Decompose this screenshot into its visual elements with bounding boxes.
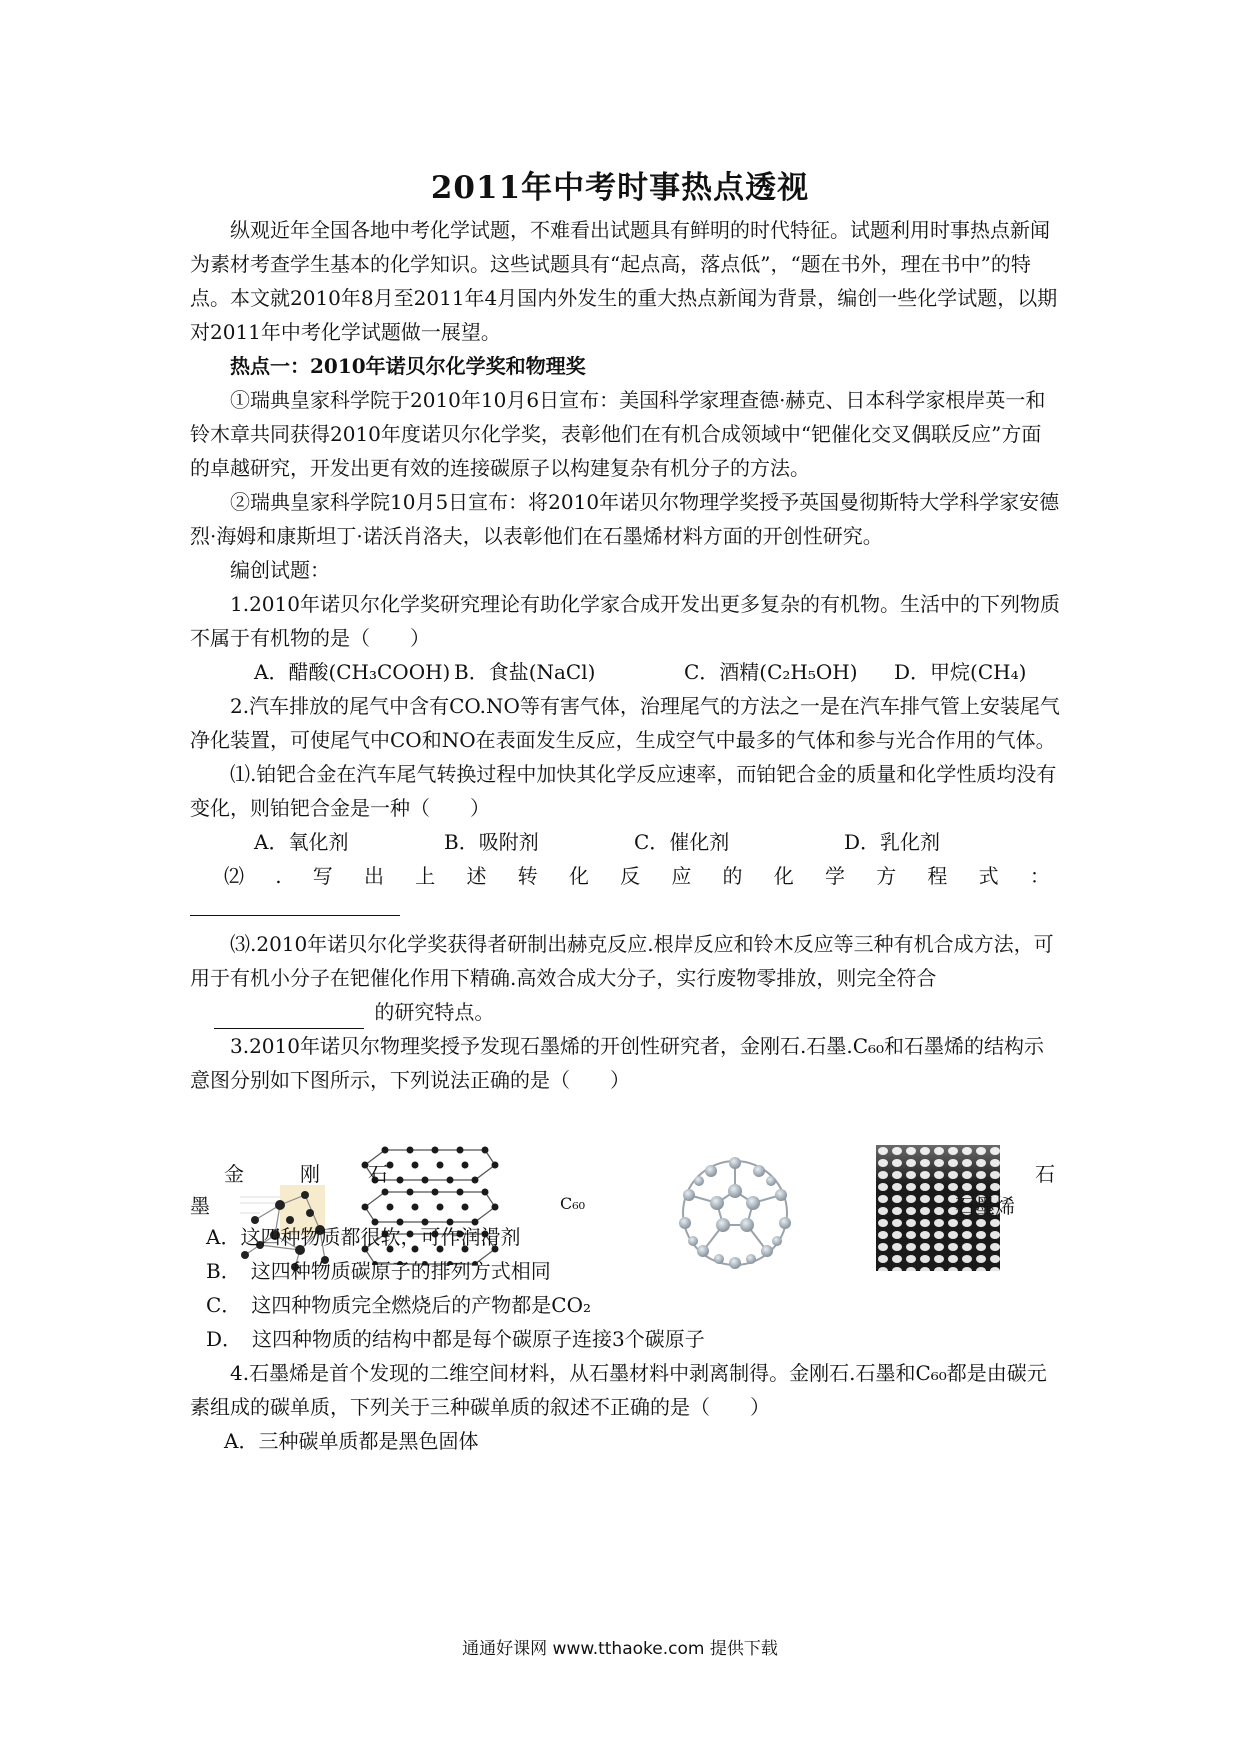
q2-sub2-char: 上 <box>415 864 436 888</box>
q2-sub2-char: ： <box>1029 864 1050 888</box>
q2-sub2-char: 写 <box>312 864 333 888</box>
q2-sub2-char: ⑵ <box>224 864 244 888</box>
q2-sub2-char: 述 <box>466 864 487 888</box>
question-2-sub1: ⑴.铂钯合金在汽车尾气转换过程中加快其化学反应速率，而铂钯合金的质量和化学性质均没有变化，则铂钯合金是一种（ ） <box>190 762 1057 820</box>
q1-option-d: D．甲烷(CH₄) <box>894 660 1027 684</box>
page-footer: 通通好课网 www.tthaoke.com 提供下载 <box>462 1639 778 1659</box>
q4-option-a: A．三种碳单质都是黑色固体 <box>224 1429 479 1453</box>
question-2-sub2-row <box>190 859 1060 893</box>
section-label: 编创试题： <box>230 558 330 582</box>
q2-sub2-char: 程 <box>927 864 948 888</box>
news-paragraph-2: ②瑞典皇家科学院10月5日宣布：将2010年诺贝尔物理学奖授予英国曼彻斯特大学科学家安德烈·海姆和康斯坦丁·诺沃肖洛夫，以表彰他们在石墨烯材料方面的开创性研究。 <box>190 490 1060 548</box>
q2-sub2-char: 转 <box>517 864 538 888</box>
q3-option-a: A．这四种物质都很软，可作润滑剂 <box>206 1225 521 1249</box>
q2-sub2-char: . <box>275 864 282 888</box>
caption-graphene: 石墨烯 <box>955 1194 1015 1218</box>
q2-sub2-char: 出 <box>364 864 385 888</box>
caption-char-3: 石 <box>368 1162 388 1186</box>
q2-sub2-char: 式 <box>978 864 999 888</box>
q2-sub3-text: ⑶.2010年诺贝尔化学奖获得者研制出赫克反应.根岸反应和铃木反应等三种有机合成方法，可用于有机小分子在钯催化作用下精确.高效合成大分子，实行废物零排放，则完全符合 <box>190 932 1054 990</box>
caption-graphite-tail: 墨 <box>190 1194 210 1218</box>
caption-char-1: 金 <box>224 1162 244 1186</box>
q2-sub2-char: 反 <box>620 864 641 888</box>
q3-option-c: C． 这四种物质完全燃烧后的产物都是CO₂ <box>206 1293 592 1317</box>
q2-option-b: B．吸附剂 <box>444 830 539 854</box>
question-2-sub1-options <box>190 825 1060 859</box>
question-3-stem: 3.2010年诺贝尔物理奖授予发现石墨烯的开创性研究者，金刚石.石墨.C₆₀和石墨烯的结构示意图分别如下图所示，下列说法正确的是（ ） <box>190 1034 1045 1092</box>
intro-paragraph: 纵观近年全国各地中考化学试题，不难看出试题具有鲜明的时代特征。试题利用时事热点新闻为素材考查学生基本的化学知识。这些试题具有“起点高，落点低”，“题在书外，理在书中”的特点。本文就2010年8月至2011年4月国内外发生的重大热点新闻为背景，编创一些化学试题，以期对2011年中考化学试题做一展望。 <box>190 218 1058 344</box>
question-4-stem: 4.石墨烯是首个发现的二维空间材料，从石墨材料中剥离制得。金刚石.石墨和C₆₀都是由碳元素组成的碳单质，下列关于三种碳单质的叙述不正确的是（ ） <box>190 1361 1047 1419</box>
q2-option-a: A．氧化剂 <box>254 830 349 854</box>
q2-sub2-char: 学 <box>824 864 845 888</box>
q2-sub2-char: 应 <box>671 864 692 888</box>
q2-sub2-char: 化 <box>568 864 589 888</box>
answer-line <box>190 915 400 916</box>
q2-option-d: D．乳化剂 <box>844 830 941 854</box>
question-2-sub3 <box>190 927 1060 1029</box>
hotspot-heading: 热点一：2010年诺贝尔化学奖和物理奖 <box>230 354 586 378</box>
q2-sub3-blank[interactable] <box>214 1006 364 1029</box>
q1-option-a: A．醋酸(CH₃COOH) <box>254 660 451 684</box>
q2-option-c: C．催化剂 <box>634 830 730 854</box>
q2-sub2-char: 化 <box>773 864 794 888</box>
caption-c60: C₆₀ <box>560 1194 586 1213</box>
question-1-options <box>190 655 1060 689</box>
answer-line-row <box>190 893 1060 927</box>
q2-sub2-char: 方 <box>876 864 897 888</box>
q2-sub2-char: 的 <box>722 864 743 888</box>
q3-option-d: D． 这四种物质的结构中都是每个碳原子连接3个碳原子 <box>206 1327 705 1351</box>
news-paragraph-1: ①瑞典皇家科学院于2010年10月6日宣布：美国科学家理查德·赫克、日本科学家根岸英一和铃木章共同获得2010年度诺贝尔化学奖，表彰他们在有机合成领域中“钯催化交叉偶联反应”方面的卓越研究，开发出更有效的连接碳原子以构建复杂有机分子的方法。 <box>190 388 1046 480</box>
page-title: 2011年中考时事热点透视 <box>430 170 810 206</box>
caption-char-4: 石 <box>1035 1162 1055 1186</box>
q2-sub3-tail: 的研究特点。 <box>374 1000 495 1024</box>
caption-char-2: 刚 <box>300 1162 320 1186</box>
question-1-stem: 1.2010年诺贝尔化学奖研究理论有助化学家合成开发出更多复杂的有机物。生活中的下列物质不属于有机物的是（ ） <box>190 592 1060 650</box>
q1-option-b: B．食盐(NaCl) <box>454 660 596 684</box>
question-2-stem: 2.汽车排放的尾气中含有CO.NO等有害气体，治理尾气的方法之一是在汽车排气管上安装尾气净化装置，可使尾气中CO和NO在表面发生反应，生成空气中最多的气体和参与光合作用的气体。 <box>190 694 1060 752</box>
q3-option-b: B． 这四种物质碳原子的排列方式相同 <box>206 1259 551 1283</box>
lower-block <box>190 1220 1060 1458</box>
q1-option-c: C．酒精(C₂H₅OH) <box>684 660 858 684</box>
intro-block <box>190 213 1060 1097</box>
